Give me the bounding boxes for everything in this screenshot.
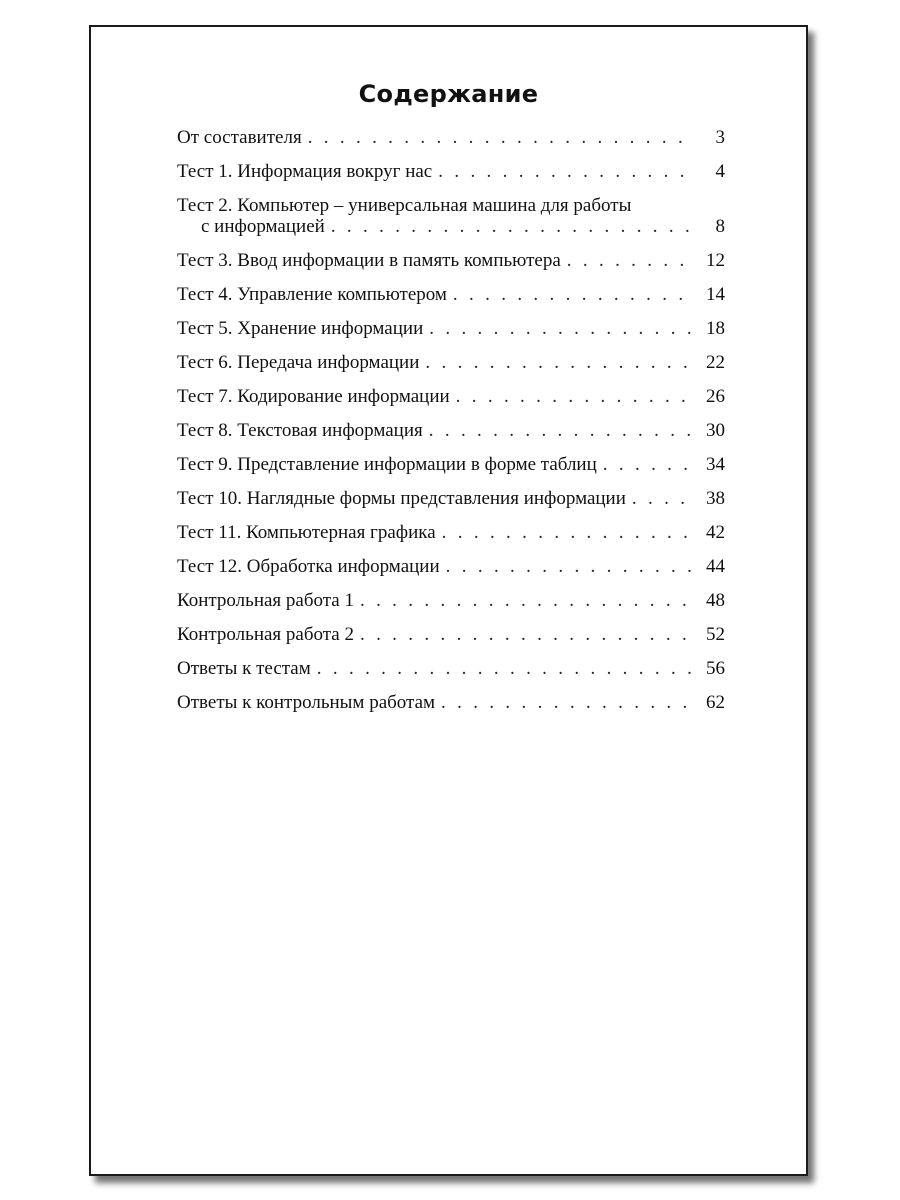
toc-page-number: 8 [715,216,725,237]
toc-page-number: 56 [706,658,725,679]
toc-entry-title: Тест 1. Информация вокруг нас [177,161,433,182]
dot-leader [567,250,691,271]
toc-page-number: 34 [706,454,725,475]
dot-leader [429,318,691,339]
toc-entry [177,284,725,305]
toc-entry [177,127,725,148]
page-title: Содержание [358,80,539,108]
toc-entry [177,318,725,339]
toc-entry [177,522,725,543]
toc-entry [177,386,725,407]
toc-entry [177,161,725,182]
toc-page-number: 12 [706,250,725,271]
toc-page-number: 4 [715,161,725,182]
toc-entry [177,195,725,237]
toc-page-number: 14 [706,284,725,305]
dot-leader [442,522,691,543]
toc-entry-title: Тест 12. Обработка информации [177,556,440,577]
toc-entry-title: Тест 8. Текстовая информация [177,420,423,441]
dot-leader [446,556,691,577]
dot-leader [453,284,691,305]
dot-leader [456,386,691,407]
toc-entry [177,658,725,679]
toc-page-number: 22 [706,352,725,373]
book-page [89,25,808,1176]
toc-entry-title: Контрольная работа 1 [177,590,354,611]
toc-entry-title: Ответы к тестам [177,658,311,679]
toc-page-number: 42 [706,522,725,543]
toc-page-number: 30 [706,420,725,441]
toc-page-number: 18 [706,318,725,339]
dot-leader [429,420,691,441]
toc-entry [177,420,725,441]
toc-entry-title-continuation: с информацией [201,216,325,237]
dot-leader [360,590,691,611]
toc-entry-title: Тест 6. Передача информации [177,352,420,373]
dot-leader [317,658,691,679]
dot-leader [603,454,691,475]
toc-entry [177,454,725,475]
toc-entry-title: Тест 2. Компьютер – универсальная машина для работы [177,195,632,216]
dot-leader [425,352,691,373]
toc-page-number: 62 [706,692,725,713]
toc-entry [177,556,725,577]
toc-entry-title: Тест 11. Компьютерная графика [177,522,436,543]
toc-entry-title: Тест 3. Ввод информации в память компьютера [177,250,561,271]
toc-entry [177,692,725,713]
dot-leader [308,127,691,148]
toc-page-number: 48 [706,590,725,611]
dot-leader [331,216,691,237]
table-of-contents [177,127,725,726]
dot-leader [441,692,691,713]
toc-entry-title: Тест 10. Наглядные формы представления информации [177,488,626,509]
toc-entry-title: Тест 7. Кодирование информации [177,386,450,407]
toc-entry-title: Ответы к контрольным работам [177,692,436,713]
toc-page-number: 52 [706,624,725,645]
toc-entry [177,624,725,645]
toc-entry-title: Тест 5. Хранение информации [177,318,424,339]
toc-page-number: 38 [706,488,725,509]
dot-leader [632,488,691,509]
toc-page-number: 26 [706,386,725,407]
toc-page-number: 44 [706,556,725,577]
toc-entry [177,590,725,611]
toc-entry-title: От составителя [177,127,302,148]
toc-entry-title: Контрольная работа 2 [177,624,354,645]
toc-page-number: 3 [715,127,725,148]
dot-leader [360,624,691,645]
toc-entry-title: Тест 4. Управление компьютером [177,284,447,305]
dot-leader [438,161,691,182]
toc-entry-title: Тест 9. Представление информации в форме таблиц [177,454,597,475]
toc-entry [177,352,725,373]
toc-entry [177,250,725,271]
toc-entry [177,488,725,509]
